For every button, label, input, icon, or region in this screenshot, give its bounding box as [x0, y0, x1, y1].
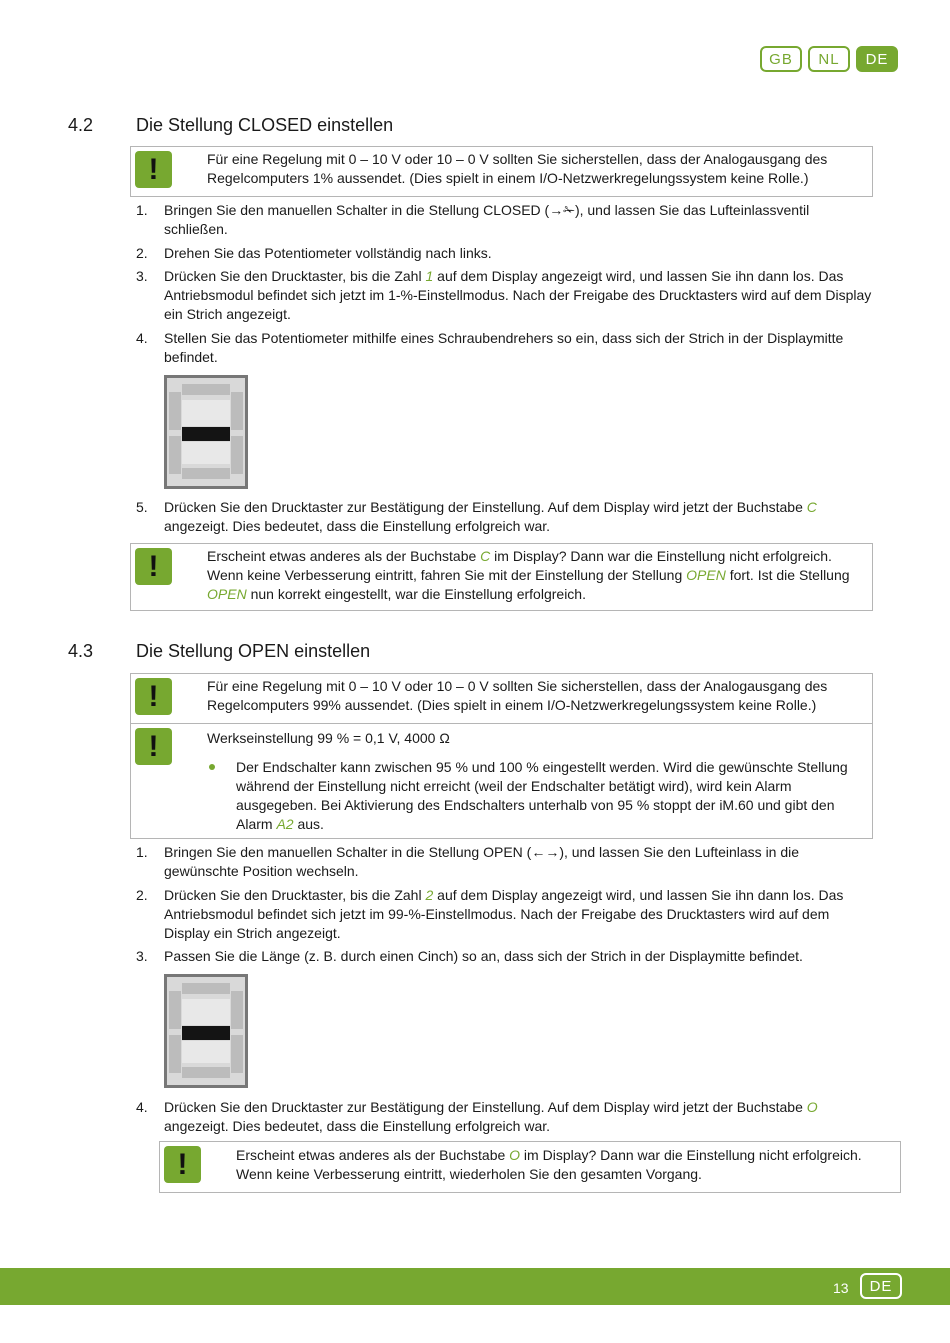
highlight-value: 2 [425, 887, 434, 903]
step-text: Passen Sie die Länge (z. B. durch einen Cinch) so an, dass sich der Strich in der Displaymitte befindet. [164, 948, 803, 964]
display-segment [169, 991, 181, 1029]
step-number: 4. [136, 330, 148, 346]
display-dash [182, 427, 230, 441]
note-bullet-text: Der Endschalter kann zwischen 95 % und 100 % eingestellt werden. Wird die gewünschte Stellung während der Einstellung nicht erreicht (weil der Endschalter betätigt wird), wird kein Alarm ausgegeben. Bei Aktivierung des Endschalters unterhalb von 95 % stoppt der iM.60 und gibt den Alarm A2 aus. [236, 759, 848, 832]
footer-lang-tab: DE [860, 1273, 902, 1299]
display-segment [182, 1041, 230, 1063]
step-text: Bringen Sie den manuellen Schalter in die Stellung OPEN (←→), und lassen Sie den Lufteinlass in die gewünschte Position wechseln. [164, 844, 800, 879]
step-number: 3. [136, 948, 148, 964]
step-number: 4. [136, 1099, 148, 1115]
lang-tab-gb[interactable]: GB [760, 46, 802, 72]
warning-icon: ! [135, 151, 172, 188]
display-segment [182, 468, 230, 479]
highlight-value: O [806, 1099, 818, 1115]
step-number: 3. [136, 268, 148, 284]
display-segment [182, 384, 230, 395]
step-text: Drücken Sie den Drucktaster, bis die Zahl 1 auf dem Display angezeigt wird, und lassen Sie ihn dann los. Das Antriebsmodul befindet sich jetzt im 1-%-Einstellmodus. Nach der Freigabe des Drucktasters wird auf dem Display ein Strich angezeigt. [164, 268, 872, 322]
section-title: Die Stellung CLOSED einstellen [136, 115, 394, 135]
display-segment [182, 999, 230, 1025]
warning-icon: ! [135, 728, 172, 765]
display-segment [182, 983, 230, 994]
section-number: 4.2 [68, 115, 94, 135]
step-text: Drücken Sie den Drucktaster zur Bestätigung der Einstellung. Auf dem Display wird jetzt der Buchstabe C angezeigt. Dies bedeutet, dass die Einstellung erfolgreich war. [164, 499, 817, 534]
display-dash [182, 1026, 230, 1040]
step-number: 2. [136, 887, 148, 903]
note-title: Werkseinstellung 99 % = 0,1 V, 4000 Ω [207, 730, 450, 746]
language-tabs [760, 46, 898, 72]
display-segment [169, 436, 181, 474]
step-number: 1. [136, 202, 148, 218]
display-segment [182, 400, 230, 426]
display-segment [231, 436, 243, 474]
note-text: Für eine Regelung mit 0 – 10 V oder 10 – 0 V sollten Sie sicherstellen, dass der Analogausgang des Regelcomputers 1% aussendet. (Dies spielt in einem I/O-Netzwerkregelungssystem keine Rolle.) [207, 151, 828, 186]
footer-bar [0, 1268, 950, 1305]
display-illustration [164, 974, 248, 1088]
page-number: 13 [833, 1280, 849, 1296]
step-number: 1. [136, 844, 148, 860]
step-text: Bringen Sie den manuellen Schalter in die Stellung CLOSED (→✁), und lassen Sie das Lufteinlassventil schließen. [164, 202, 810, 237]
display-segment [231, 392, 243, 430]
note-divider [130, 723, 873, 724]
display-segment [231, 991, 243, 1029]
step-text: Drücken Sie den Drucktaster, bis die Zahl 2 auf dem Display angezeigt wird, und lassen Sie ihn dann los. Das Antriebsmodul befindet sich jetzt im 99-%-Einstellmodus. Nach der Freigabe des Drucktasters wird auf dem Display ein Strich angezeigt. [164, 887, 844, 941]
display-segment [169, 1035, 181, 1073]
bullet-icon [209, 764, 215, 770]
warning-icon: ! [164, 1146, 201, 1183]
section-title: Die Stellung OPEN einstellen [136, 641, 371, 661]
step-text: Stellen Sie das Potentiometer mithilfe eines Schraubendrehers so ein, dass sich der Strich in der Displaymitte befindet. [164, 330, 844, 365]
display-segment [169, 392, 181, 430]
lang-tab-de[interactable]: DE [856, 46, 898, 72]
note-text: Für eine Regelung mit 0 – 10 V oder 10 – 0 V sollten Sie sicherstellen, dass der Analogausgang des Regelcomputers 99% aussendet. (Dies spielt in einem I/O-Netzwerkregelungssystem keine Rolle.) [207, 678, 828, 713]
display-segment [182, 1067, 230, 1078]
highlight-value: 1 [425, 268, 434, 284]
note-text: Erscheint etwas anderes als der Buchstabe O im Display? Dann war die Einstellung nicht erfolgreich. Wenn keine Verbesserung eintritt, wiederholen Sie den gesamten Vorgang. [236, 1147, 862, 1182]
warning-icon: ! [135, 548, 172, 585]
warning-icon: ! [135, 678, 172, 715]
step-text: Drehen Sie das Potentiometer vollständig nach links. [164, 245, 492, 261]
step-number: 2. [136, 245, 148, 261]
display-segment [231, 1035, 243, 1073]
step-number: 5. [136, 499, 148, 515]
note-text: Erscheint etwas anderes als der Buchstabe C im Display? Dann war die Einstellung nicht erfolgreich. Wenn keine Verbesserung eintritt, fahren Sie mit der Einstellung der Stellung OPEN fort. Ist die Stellung OPEN nun korrekt eingestellt, war die Einstellung erfolgreich. [207, 548, 850, 602]
step-text: Drücken Sie den Drucktaster zur Bestätigung der Einstellung. Auf dem Display wird jetzt der Buchstabe O angezeigt. Dies bedeutet, dass die Einstellung erfolgreich war. [164, 1099, 818, 1134]
highlight-value: C [806, 499, 817, 515]
lang-tab-nl[interactable]: NL [808, 46, 850, 72]
section-number: 4.3 [68, 641, 94, 661]
display-segment [182, 442, 230, 464]
display-illustration [164, 375, 248, 489]
